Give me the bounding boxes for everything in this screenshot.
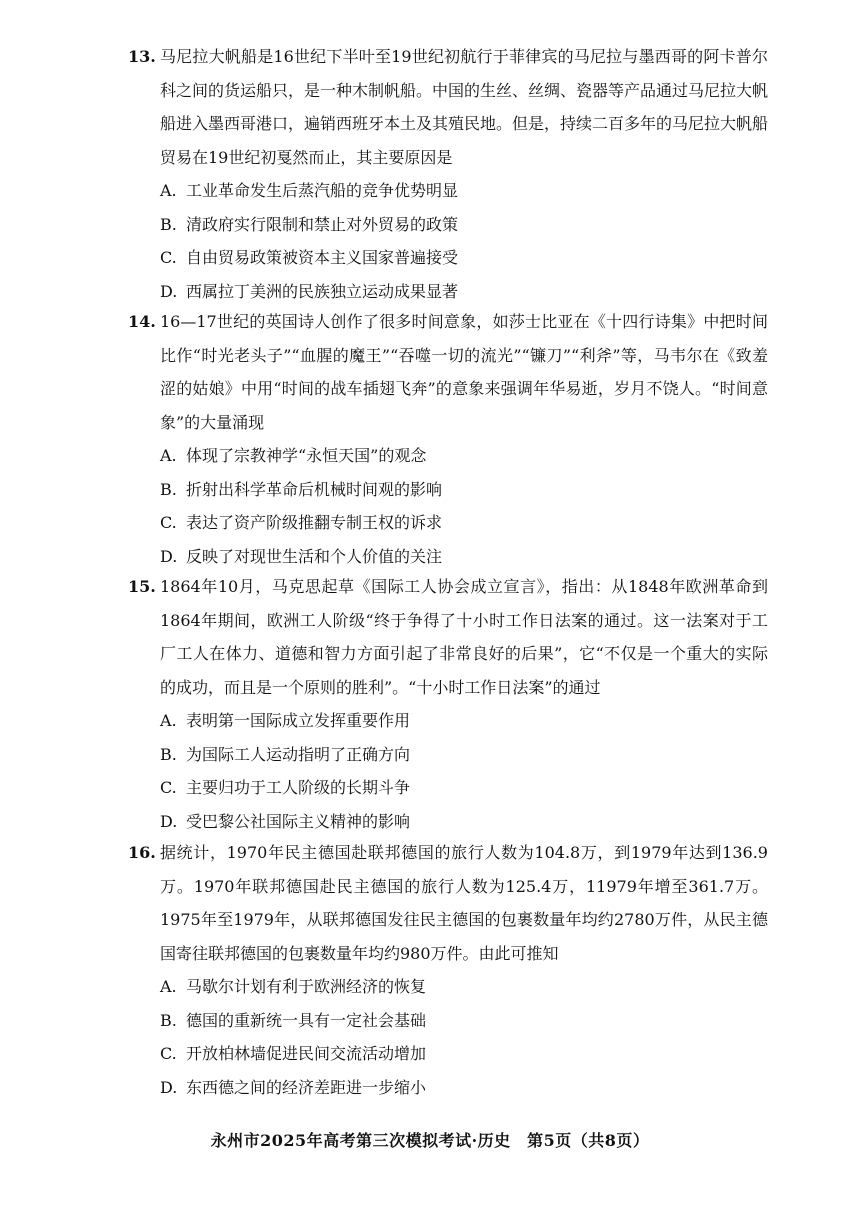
question-14 [128,305,768,573]
option-c [128,1037,768,1071]
question-number: 14. [128,312,156,331]
option-text: 开放柏林墙促进民间交流活动增加 [186,1044,427,1063]
option-letter: D. [160,546,178,566]
question-text: 据统计，1970年民主德国赴联邦德国的旅行人数为104.8万，到1979年达到136.9万。1970年联邦德国赴民主德国的旅行人数为125.4万，11979年增至361.7万。1975年至1979年，从联邦德国发往民主德国的包裹数量年均约2780万件，从民主德国寄往联邦德国的包裹数量年均约980万件。由此可推知 [160,843,768,963]
option-text: 折射出科学革命后机械时间观的影响 [186,479,443,499]
option-c [128,506,768,540]
question-stem [128,40,768,174]
question-stem [128,570,768,704]
option-letter: C. [160,778,177,797]
option-letter: A. [160,446,177,465]
option-letter: A. [160,181,177,200]
option-b [128,738,768,772]
question-number: 16. [128,843,156,862]
page-footer: 永州市2025年高考第三次模拟考试·历史 第5页（共8页） [210,1131,650,1150]
option-text: 清政府实行限制和禁止对外贸易的政策 [186,214,459,234]
option-text: 为国际工人运动指明了正确方向 [186,744,411,764]
option-a [128,704,768,738]
option-a [128,439,768,473]
option-text: 体现了宗教神学“永恒天国”的观念 [186,446,427,465]
option-letter: C. [160,513,177,532]
option-letter: B. [160,479,177,499]
option-text: 自由贸易政策被资本主义国家普遍接受 [186,248,459,267]
option-b [128,208,768,242]
option-letter: D. [160,1077,178,1097]
option-text: 受巴黎公社国际主义精神的影响 [186,811,411,831]
option-d [128,1071,768,1105]
option-d [128,540,768,574]
option-letter: B. [160,214,177,234]
question-text: 16—17世纪的英国诗人创作了很多时间意象，如莎士比亚在《十四行诗集》中把时间比作“时光老头子”“血腥的魔王”“吞噬一切的流光”“镰刀”“利斧”等，马韦尔在《致羞涩的姑娘》中用“时间的战车插翅飞奔”的意象来强调年华易逝，岁月不饶人。“时间意象”的大量涌现 [160,312,768,432]
option-letter: B. [160,1010,177,1030]
option-a [128,970,768,1004]
option-letter: D. [160,281,178,301]
option-a [128,174,768,208]
question-13 [128,40,768,308]
option-letter: A. [160,977,177,996]
option-text: 西属拉丁美洲的民族独立运动成果显著 [186,281,459,301]
option-text: 工业革命发生后蒸汽船的竞争优势明显 [186,181,459,200]
option-b [128,1004,768,1038]
option-text: 德国的重新统一具有一定社会基础 [186,1010,427,1030]
option-c [128,241,768,275]
option-letter: D. [160,811,178,831]
question-text: 1864年10月，马克思起草《国际工人协会成立宣言》，指出：从1848年欧洲革命到1864年期间，欧洲工人阶级“终于争得了十小时工作日法案的通过。这一法案对于工厂工人在体力、道德和智力方面引起了非常良好的后果”，它“不仅是一个重大的实际的成功，而且是一个原则的胜利”。“十小时工作日法案”的通过 [160,577,768,697]
question-15 [128,570,768,838]
option-text: 东西德之间的经济差距进一步缩小 [186,1077,427,1097]
option-letter: C. [160,248,177,267]
option-letter: B. [160,744,177,764]
option-letter: C. [160,1044,177,1063]
question-16 [128,836,768,1104]
question-number: 13. [128,47,156,66]
option-text: 反映了对现世生活和个人价值的关注 [186,546,443,566]
option-text: 表达了资产阶级推翻专制王权的诉求 [186,513,443,532]
option-text: 马歇尔计划有利于欧洲经济的恢复 [186,977,427,996]
question-text: 马尼拉大帆船是16世纪下半叶至19世纪初航行于菲律宾的马尼拉与墨西哥的阿卡普尔科之间的货运船只，是一种木制帆船。中国的生丝、丝绸、瓷器等产品通过马尼拉大帆船进入墨西哥港口，遍销西班牙本土及其殖民地。但是，持续二百多年的马尼拉大帆船贸易在19世纪初戛然而止，其主要原因是 [160,47,769,167]
question-number: 15. [128,577,156,596]
question-stem [128,836,768,970]
option-d [128,805,768,839]
option-text: 主要归功于工人阶级的长期斗争 [186,778,411,797]
question-stem [128,305,768,439]
option-letter: A. [160,711,177,730]
option-b [128,473,768,507]
option-c [128,771,768,805]
option-text: 表明第一国际成立发挥重要作用 [186,711,411,730]
option-d [128,275,768,309]
